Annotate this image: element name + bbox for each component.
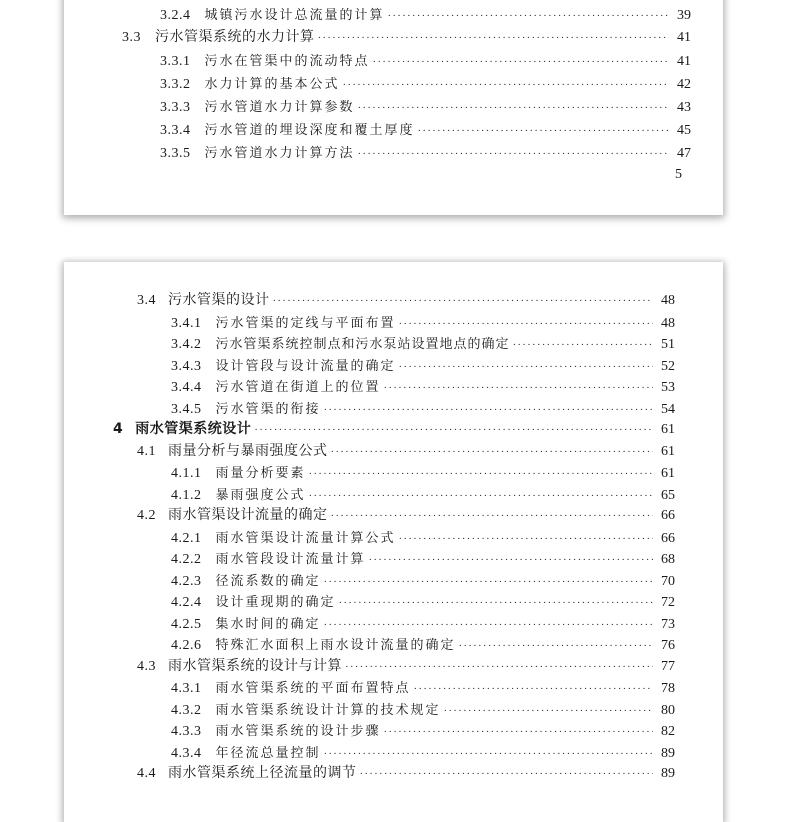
toc-leader-dots [339,593,653,614]
toc-entry-page: 72 [661,595,675,610]
toc-entry-title: 污水管渠的衔接 [215,401,321,416]
toc-entry[interactable] [171,742,675,763]
toc-entry-title: 雨水管段设计流量计算 [215,551,366,566]
toc-entry[interactable] [171,699,675,720]
toc-entry-title: 雨水管渠系统上径流量的调节 [168,766,357,781]
toc-entry-number: 4.2.4 [171,595,202,610]
toc-entry-number: 3.4.4 [171,380,202,395]
toc-entry-page: 45 [677,123,691,138]
toc-entry[interactable] [137,763,675,784]
toc-entry-title: 污水管渠的设计 [168,293,270,308]
toc-entry[interactable] [160,50,691,71]
toc-entry-number: 4.1 [137,444,156,459]
toc-entry[interactable] [137,290,675,311]
toc-entry-title: 城镇污水设计总流量的计算 [204,7,385,22]
toc-entry-number: 3.3.1 [160,54,191,69]
toc-entry-page: 41 [677,54,691,69]
toc-entry-title: 雨量分析要素 [215,465,306,480]
toc-entry-number: 4.2.6 [171,638,202,653]
toc-entry[interactable] [171,720,675,741]
toc-entry-page: 76 [661,638,675,653]
toc-entry-page: 70 [661,574,675,589]
toc-entry-page: 53 [661,380,675,395]
toc-entry-number: 4.2.5 [171,617,202,632]
toc-entry-page: 77 [661,659,675,674]
toc-entry[interactable] [160,4,691,25]
toc-leader-dots [324,744,653,765]
toc-entry-title: 污水管渠系统的水力计算 [155,30,315,45]
toc-leader-dots [324,400,653,421]
toc-entry-page: 42 [677,77,691,92]
toc-entry-title: 雨量分析与暴雨强度公式 [168,444,328,459]
toc-entry-number: 3.3 [122,30,141,45]
toc-entry-number: 4.3.3 [171,724,202,739]
toc-entry[interactable] [171,677,675,698]
toc-entry[interactable] [171,333,675,354]
toc-entry-page: 80 [661,703,675,718]
toc-leader-dots [309,486,653,507]
toc-entry-title: 特殊汇水面积上雨水设计流量的确定 [215,637,456,652]
toc-entry-page: 48 [661,316,675,331]
toc-entry[interactable] [171,398,675,419]
toc-entry[interactable] [171,634,675,655]
toc-entry[interactable] [122,27,691,48]
toc-entry[interactable] [171,570,675,591]
toc-entry-title: 雨水管渠系统的设计与计算 [168,659,342,674]
toc-entry-number: 3.4.2 [171,337,202,352]
toc-entry[interactable] [171,376,675,397]
toc-entry[interactable] [171,527,675,548]
toc-leader-dots [399,314,653,335]
toc-entry-page: 73 [661,617,675,632]
toc-leader-dots [324,572,653,593]
toc-leader-dots [459,636,653,657]
toc-entry-number: 3.3.2 [160,77,191,92]
toc-entry-title: 集水时间的确定 [215,616,321,631]
toc-entry-title: 径流系数的确定 [215,573,321,588]
toc-entry-page: 41 [677,30,691,45]
toc-entry-title: 雨水管渠设计流量计算公式 [215,530,396,545]
toc-entry-page: 43 [677,100,691,115]
toc-entry-number: 4 [113,421,124,437]
toc-entry-number: 3.3.4 [160,123,191,138]
toc-chapter-entry[interactable] [113,419,675,440]
page-folio: 5 [675,167,682,182]
toc-entry-number: 4.2.1 [171,531,202,546]
toc-leader-dots [324,615,653,636]
toc-entry-title: 污水在管渠中的流动特点 [204,53,370,68]
toc-entry[interactable] [171,355,675,376]
toc-entry-number: 3.3.5 [160,146,191,161]
toc-leader-dots [369,550,653,571]
toc-entry-title: 污水管渠系统控制点和污水泵站设置地点的确定 [215,336,510,351]
toc-entry[interactable] [137,505,675,526]
toc-entry-number: 4.3.2 [171,703,202,718]
toc-entry-number: 3.3.3 [160,100,191,115]
toc-leader-dots [513,335,653,356]
toc-entry-number: 4.3.4 [171,746,202,761]
toc-entry-number: 3.4.3 [171,359,202,374]
toc-leader-dots [343,75,669,96]
toc-entry-title: 污水管道水力计算参数 [204,99,355,114]
toc-entry-title: 雨水管渠系统的平面布置特点 [215,680,411,695]
toc-entry-page: 89 [661,746,675,761]
toc-entry-page: 82 [661,724,675,739]
toc-entry-page: 65 [661,488,675,503]
toc-leader-dots [384,378,653,399]
toc-entry-number: 3.4.5 [171,402,202,417]
toc-entry-page: 78 [661,681,675,696]
toc-leader-dots [331,506,654,527]
toc-entry-title: 设计管段与设计流量的确定 [215,358,396,373]
toc-entry-title: 水力计算的基本公式 [204,76,340,91]
toc-leader-dots [358,144,669,165]
toc-entry-page: 61 [661,422,675,437]
toc-entry-number: 3.4 [137,293,156,308]
toc-leader-dots [309,464,653,485]
toc-entry-number: 4.3.1 [171,681,202,696]
toc-entry-page: 89 [661,766,675,781]
toc-entry-title: 雨水管渠系统设计 [135,421,252,437]
toc-entry[interactable] [171,548,675,569]
toc-leader-dots [360,764,654,785]
toc-entry-page: 61 [661,466,675,481]
toc-entry[interactable] [171,312,675,333]
toc-leader-dots [399,357,653,378]
toc-entry-number: 4.3 [137,659,156,674]
toc-entry[interactable] [171,484,675,505]
toc-entry-page: 48 [661,293,675,308]
toc-leader-dots [414,679,653,700]
toc-entry[interactable] [137,441,675,462]
toc-entry[interactable] [171,591,675,612]
toc-entry-number: 4.1.1 [171,466,202,481]
toc-entry-title: 雨水管渠设计流量的确定 [168,508,328,523]
toc-page-upper [64,0,723,215]
toc-entry[interactable] [171,462,675,483]
toc-leader-dots [444,701,653,722]
toc-entry-page: 66 [661,531,675,546]
toc-entry-title: 年径流总量控制 [215,745,321,760]
toc-entry-number: 3.2.4 [160,8,191,23]
toc-entry-page: 68 [661,552,675,567]
toc-leader-dots [273,291,654,312]
toc-leader-dots [418,121,669,142]
toc-entry-title: 设计重现期的确定 [215,594,336,609]
toc-leader-dots [345,657,653,678]
toc-entry-number: 4.4 [137,766,156,781]
toc-page-lower [64,262,723,822]
toc-entry-title: 污水管道水力计算方法 [204,145,355,160]
toc-leader-dots [384,722,653,743]
toc-entry-number: 4.2 [137,508,156,523]
toc-entry-page: 54 [661,402,675,417]
toc-entry-page: 66 [661,508,675,523]
toc-leader-dots [373,52,669,73]
toc-entry-page: 51 [661,337,675,352]
toc-entry-title: 雨水管渠系统的设计步骤 [215,723,381,738]
toc-entry-page: 61 [661,444,675,459]
toc-leader-dots [358,98,669,119]
toc-entry-number: 4.2.2 [171,552,202,567]
toc-leader-dots [318,28,670,49]
toc-entry[interactable] [160,119,691,140]
toc-entry[interactable] [160,73,691,94]
toc-entry-title: 暴雨强度公式 [215,487,306,502]
toc-entry[interactable] [160,142,691,163]
toc-entry-number: 4.1.2 [171,488,202,503]
toc-entry-page: 39 [677,8,691,23]
toc-entry-page: 47 [677,146,691,161]
toc-leader-dots [388,6,669,27]
toc-entry-title: 污水管道的埋设深度和覆土厚度 [204,122,415,137]
toc-entry-title: 雨水管渠系统设计计算的技术规定 [215,702,441,717]
toc-entry[interactable] [160,96,691,117]
toc-leader-dots [254,420,653,441]
toc-entry-title: 污水管渠的定线与平面布置 [215,315,396,330]
toc-entry-page: 52 [661,359,675,374]
toc-entry-title: 污水管道在街道上的位置 [215,379,381,394]
toc-entry-number: 3.4.1 [171,316,202,331]
toc-leader-dots [399,529,653,550]
toc-leader-dots [331,442,654,463]
toc-entry[interactable] [137,656,675,677]
toc-entry[interactable] [171,613,675,634]
toc-entry-number: 4.2.3 [171,574,202,589]
